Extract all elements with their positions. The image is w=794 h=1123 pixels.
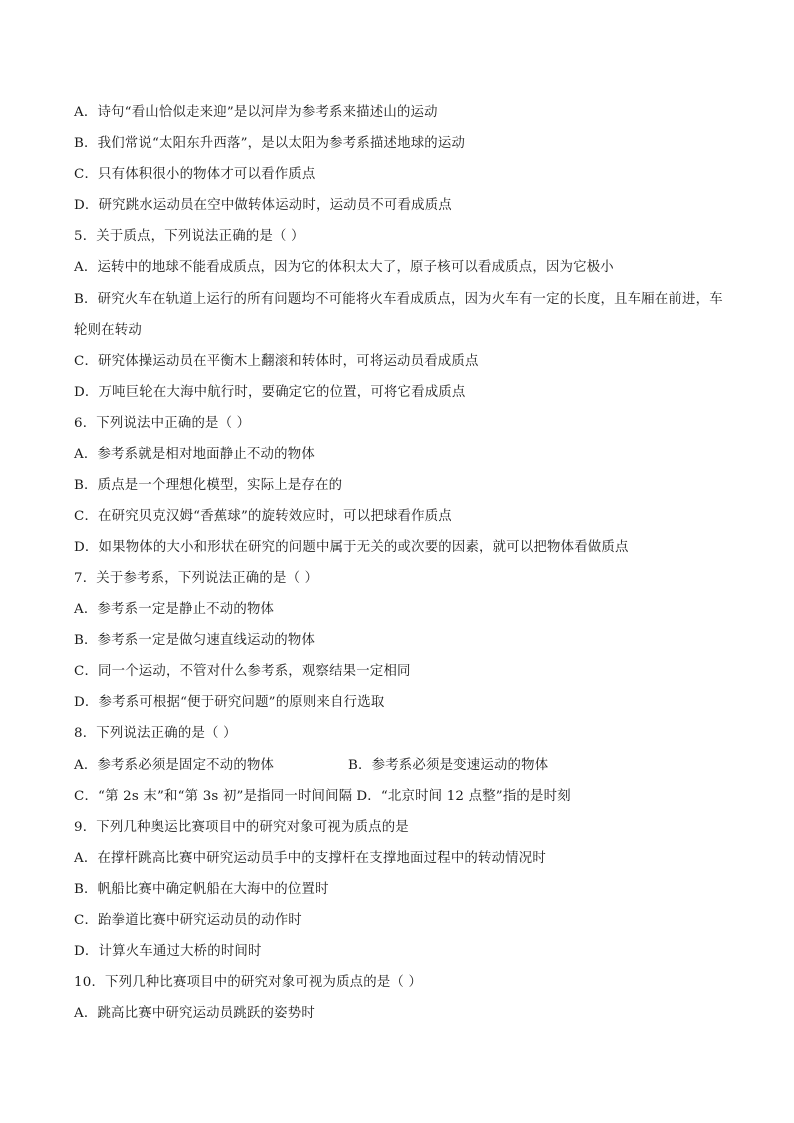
q6-option-c: C．在研究贝克汉姆“香蕉球”的旋转效应时，可以把球看作质点	[74, 509, 452, 524]
q8-stem: 8．下列说法正确的是（ ）	[74, 726, 237, 741]
q7-option-d: D．参考系可根据“便于研究问题”的原则来自行选取	[74, 695, 385, 710]
q8-options-row-1	[74, 757, 734, 775]
q6-option-b: B．质点是一个理想化模型，实际上是存在的	[74, 478, 343, 493]
q8-option-b: B．参考系必须是变速运动的物体	[348, 758, 549, 773]
q8-option-a: A．参考系必须是固定不动的物体	[74, 758, 275, 773]
q5-option-b: B．研究火车在轨道上运行的所有问题均不可能将火车看成质点，因为火车有一定的长度，且车厢在前进，车轮则在转动	[74, 292, 723, 338]
q6-option-a: A．参考系就是相对地面静止不动的物体	[74, 447, 315, 462]
q9-option-d: D．计算火车通过大桥的时间时	[74, 944, 262, 959]
q5-option-a: A．运转中的地球不能看成质点，因为它的体积太大了，原子核可以看成质点，因为它极小	[74, 260, 614, 275]
q5-option-c: C．研究体操运动员在平衡木上翻滚和转体时，可将运动员看成质点	[74, 354, 479, 369]
q9-stem: 9．下列几种奥运比赛项目中的研究对象可视为质点的是	[74, 820, 409, 835]
q7-option-a: A．参考系一定是静止不动的物体	[74, 602, 275, 617]
q6-option-d: D．如果物体的大小和形状在研究的问题中属于无关的或次要的因素，就可以把物体看做质点	[74, 540, 629, 555]
q8-option-c: C．“第 2s 末”和“第 3s 初”是指同一时间间隔	[74, 789, 353, 804]
q6-stem: 6．下列说法中正确的是（ ）	[74, 416, 251, 431]
q4-option-c: C．只有体积很小的物体才可以看作质点	[74, 167, 316, 182]
q9-option-a: A．在撑杆跳高比赛中研究运动员手中的支撑杆在支撑地面过程中的转动情况时	[74, 851, 546, 866]
q10-option-a: A．跳高比赛中研究运动员跳跃的姿势时	[74, 1006, 315, 1021]
q8-options-row-2	[74, 788, 734, 806]
q10-stem: 10．下列几种比赛项目中的研究对象可视为质点的是（ ）	[74, 975, 423, 990]
q9-option-b: B．帆船比赛中确定帆船在大海中的位置时	[74, 882, 329, 897]
q7-stem: 7．关于参考系，下列说法正确的是（ ）	[74, 571, 319, 586]
q4-option-a: A．诗句“看山恰似走来迎”是以河岸为参考系来描述山的运动	[74, 105, 438, 120]
q8-option-d: D．“北京时间 12 点整”指的是时刻	[356, 789, 571, 804]
q7-option-b: B．参考系一定是做匀速直线运动的物体	[74, 633, 316, 648]
q4-option-d: D．研究跳水运动员在空中做转体运动时，运动员不可看成质点	[74, 198, 452, 213]
q5-option-d: D．万吨巨轮在大海中航行时，要确定它的位置，可将它看成质点	[74, 385, 466, 400]
q7-option-c: C．同一个运动，不管对什么参考系，观察结果一定相同	[74, 664, 411, 679]
q5-stem: 5．关于质点，下列说法正确的是（ ）	[74, 229, 305, 244]
q4-option-b: B．我们常说“太阳东升西落”，是以太阳为参考系描述地球的运动	[74, 136, 466, 151]
q9-option-c: C．跆拳道比赛中研究运动员的动作时	[74, 913, 302, 928]
